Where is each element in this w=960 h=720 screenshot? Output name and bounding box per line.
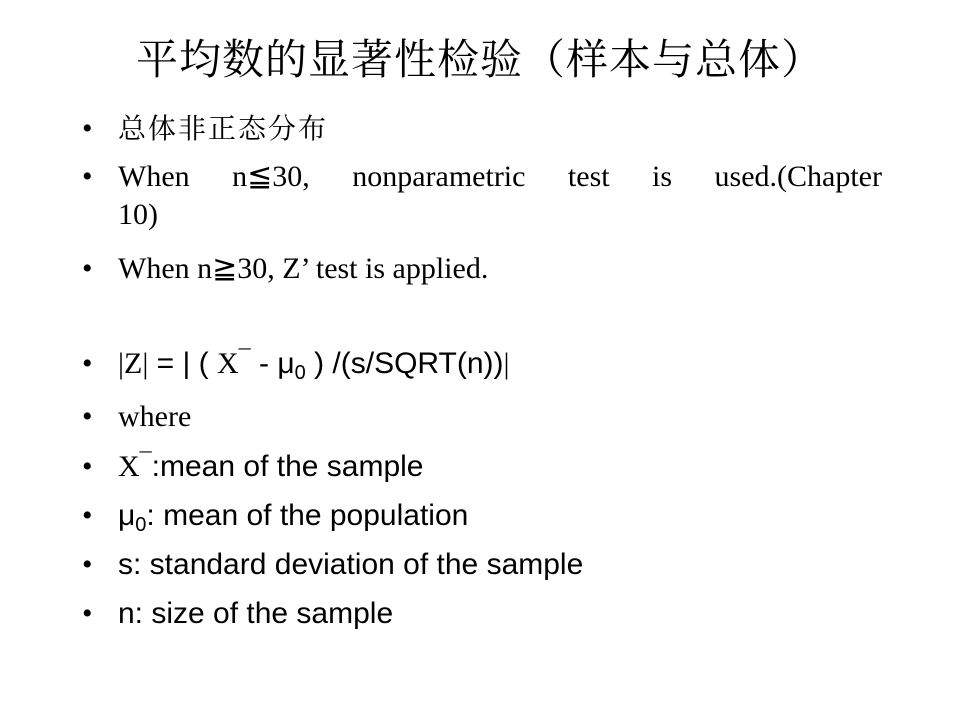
formula-sub0: 0 <box>294 362 306 384</box>
def-mu-text: : mean of the population <box>146 499 469 532</box>
bullet-dot: • <box>82 347 93 380</box>
formula-rest: ) /(s/SQRT(n)) <box>305 347 504 380</box>
bullet-dot: • <box>82 597 93 630</box>
bullet-dot: • <box>82 160 93 193</box>
where-text: where <box>118 400 192 433</box>
formula-eq: = | ( <box>148 347 209 380</box>
bullet-dot: • <box>82 450 93 483</box>
slide-title: 平均数的显著性检验（样本与总体） <box>135 35 824 84</box>
bullet-dot: • <box>82 499 93 532</box>
def-mu-sub0: 0 <box>135 514 147 536</box>
bullet-dot: • <box>82 112 93 145</box>
def-mu-symbol: μ <box>118 499 136 532</box>
large-n-text: When n≧30, Z’ test is applied. <box>118 252 489 285</box>
def-x <box>118 448 882 486</box>
bullet-dot: • <box>82 400 93 433</box>
def-s-text: s: standard deviation of the sample <box>118 548 584 581</box>
formula-abs-z: |Z| <box>118 347 149 380</box>
heading-text: 总体非正态分布 <box>118 112 329 145</box>
formula-close-bar: | <box>503 347 510 380</box>
def-xbar: X¯ <box>118 450 152 483</box>
formula <box>118 345 882 383</box>
formula-xbar: X¯ <box>217 347 251 380</box>
def-mu <box>118 497 882 535</box>
bullet-dot: • <box>82 548 93 581</box>
bullet-dot: • <box>82 252 93 285</box>
def-x-text: :mean of the sample <box>151 450 424 483</box>
small-n-line2: 10) <box>118 198 158 231</box>
formula-minus-mu: - μ <box>250 347 295 380</box>
def-n-text: n: size of the sample <box>118 597 394 630</box>
small-n-line1: When n≦30, nonparametric test is used.(Chapter <box>118 160 882 193</box>
